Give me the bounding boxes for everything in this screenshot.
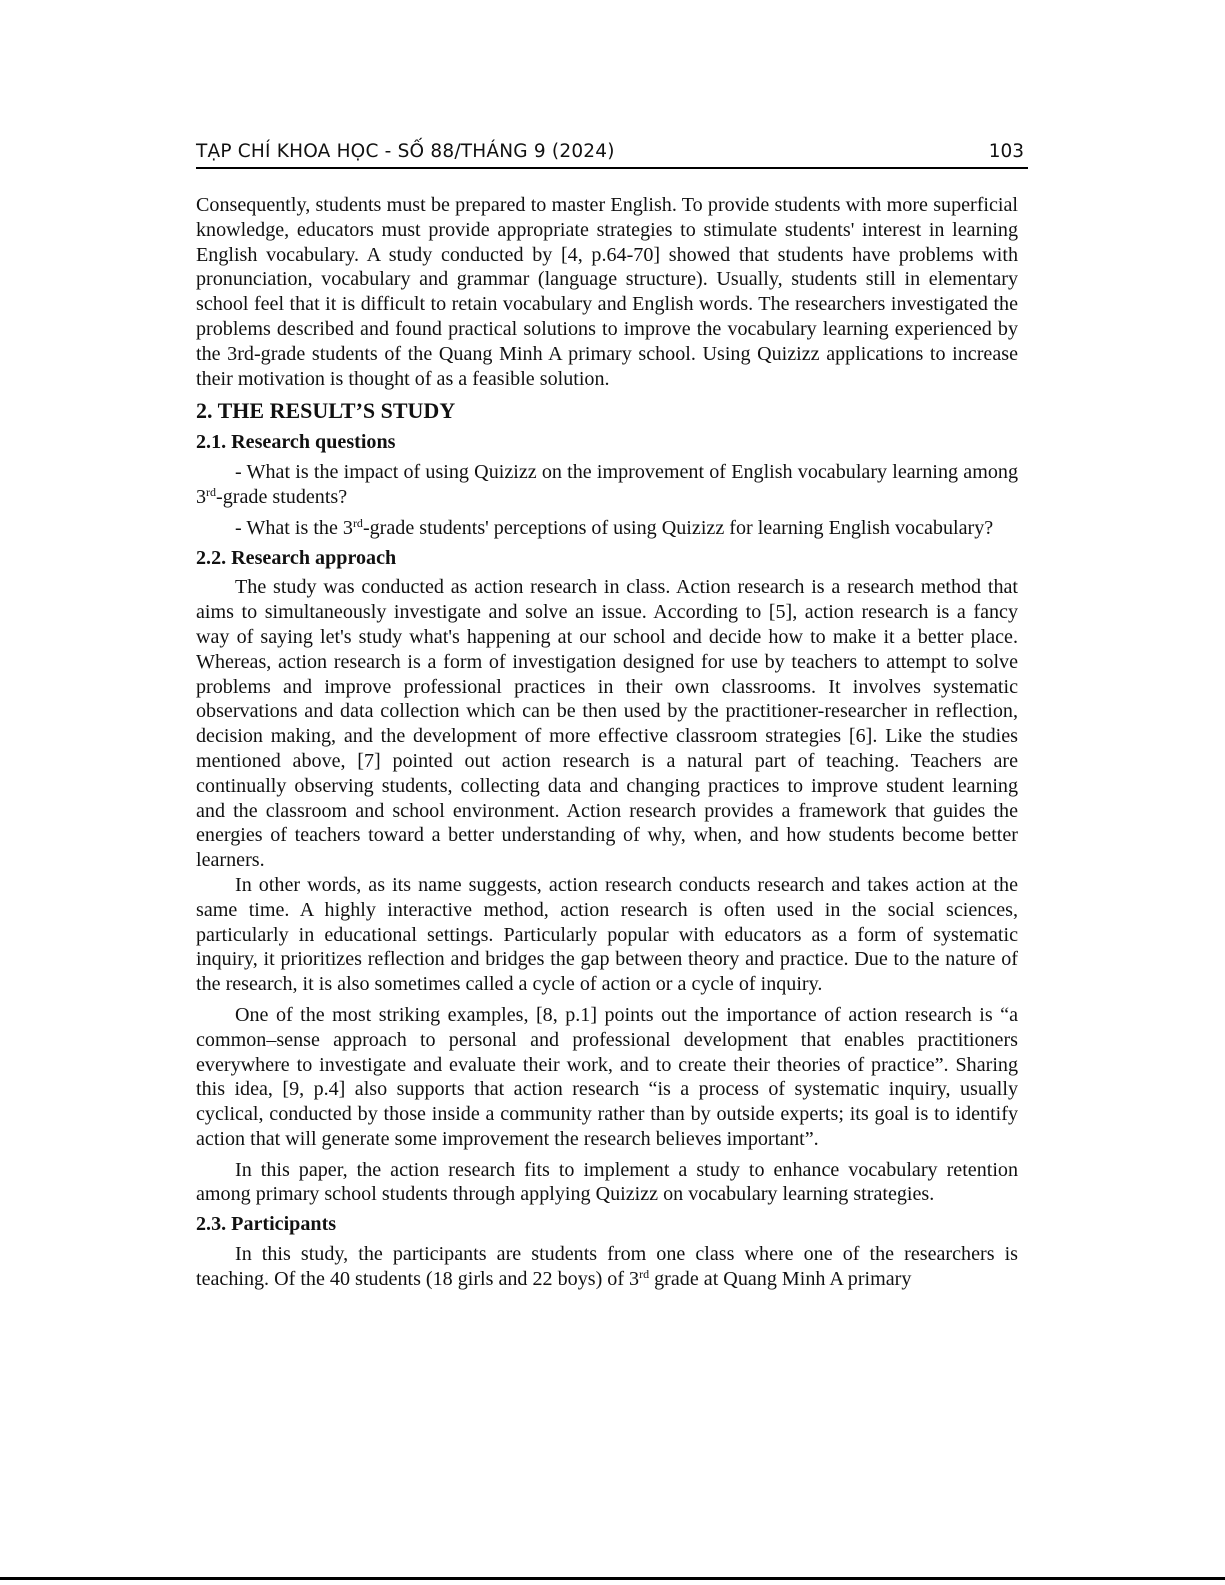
research-question-1 bbox=[196, 460, 1018, 510]
approach-paragraph-1: The study was conducted as action research in class. Action research is a research method that aims to simultaneously investigate and solve an issue. According to [5], action research is a fancy way of saying let's study what's happening at our school and decide how to make it a better place. Whereas, action research is a form of investigation designed for use by teachers to attempt to solve problems and improve professional practices in their own classrooms. It involves systematic observations and data collection which can be then used by the practitioner-researcher in reflection, decision making, and the development of more effective classroom strategies [6]. Like the studies mentioned above, [7] pointed out action research is a natural part of teaching. Teachers are continually observing students, collecting data and changing practices to improve student learning and the classroom and school environment. Action research provides a framework that guides the energies of teachers toward a better understanding of why, when, and how students become better learners. bbox=[196, 576, 1018, 872]
paragraph-text: grade at Quang Minh A primary bbox=[649, 1267, 912, 1290]
superscript: rd bbox=[352, 515, 363, 530]
approach-paragraph-4: In this paper, the action research fits to implement a study to enhance vocabulary retention among primary school students through applying Quizizz on vocabulary learning strategies. bbox=[196, 1158, 1018, 1206]
question-text: - What is the 3 bbox=[235, 516, 353, 539]
superscript: rd bbox=[206, 484, 217, 499]
subsection-heading-research-approach: 2.2. Research approach bbox=[196, 546, 397, 569]
article-body bbox=[196, 193, 1018, 1292]
research-question-2 bbox=[196, 516, 1018, 541]
subsection-heading-participants: 2.3. Participants bbox=[196, 1213, 337, 1236]
section-heading: 2. THE RESULT’S STUDY bbox=[196, 398, 456, 424]
page-bottom-border bbox=[0, 1577, 1225, 1580]
participants-paragraph bbox=[196, 1242, 1018, 1292]
approach-paragraph-2: In other words, as its name suggests, action research conducts research and takes action at the same time. A highly interactive method, action research is often used in the social sciences, particularly in educational settings. Particularly popular with educators as a form of systematic inquiry, it prioritizes reflection and bridges the gap between theory and practice. Due to the nature of the research, it is also sometimes called a cycle of action or a cycle of inquiry. bbox=[196, 873, 1018, 996]
paragraph-text: In this study, the participants are students from one class where one of the researchers is teaching. Of the 40 students (18 girls and 22 boys) of 3 bbox=[196, 1243, 1018, 1290]
subsection-heading-research-questions: 2.1. Research questions bbox=[196, 431, 396, 454]
intro-paragraph: Consequently, students must be prepared to master English. To provide students with more superficial knowledge, educators must provide appropriate strategies to stimulate students' interest in learning English vocabulary. A study conducted by [4, p.64-70] showed that students have problems with pronunciation, vocabulary and grammar (language structure). Usually, students still in elementary school feel that it is difficult to retain vocabulary and English words. The researchers investigated the problems described and found practical solutions to improve the vocabulary learning experienced by the 3rd-grade students of the Quang Minh A primary school. Using Quizizz applications to increase their motivation is thought of as a feasible solution. bbox=[196, 194, 1018, 390]
question-text: - What is the impact of using Quizizz on the improvement of English vocabulary learning among 3 bbox=[196, 461, 1018, 508]
question-text: -grade students' perceptions of using Quizizz for learning English vocabulary? bbox=[362, 516, 994, 539]
journal-title: TẠP CHÍ KHOA HỌC - SỐ 88/THÁNG 9 (2024) bbox=[196, 141, 615, 162]
superscript: rd bbox=[639, 1266, 650, 1281]
running-header bbox=[196, 141, 1028, 169]
page-number: 103 bbox=[988, 141, 1024, 162]
question-text: -grade students? bbox=[216, 485, 348, 508]
approach-paragraph-3: One of the most striking examples, [8, p.1] points out the importance of action research is “a common–sense approach to personal and professional development that enables practitioners everywhere to investigate and evaluate their work, and to create their theories of practice”. Sharing this idea, [9, p.4] also supports that action research “is a process of systematic inquiry, usually cyclical, conducted by those inside a community rather than by outside experts; its goal is to identify action that will generate some improvement the research believes important”. bbox=[196, 1003, 1018, 1150]
